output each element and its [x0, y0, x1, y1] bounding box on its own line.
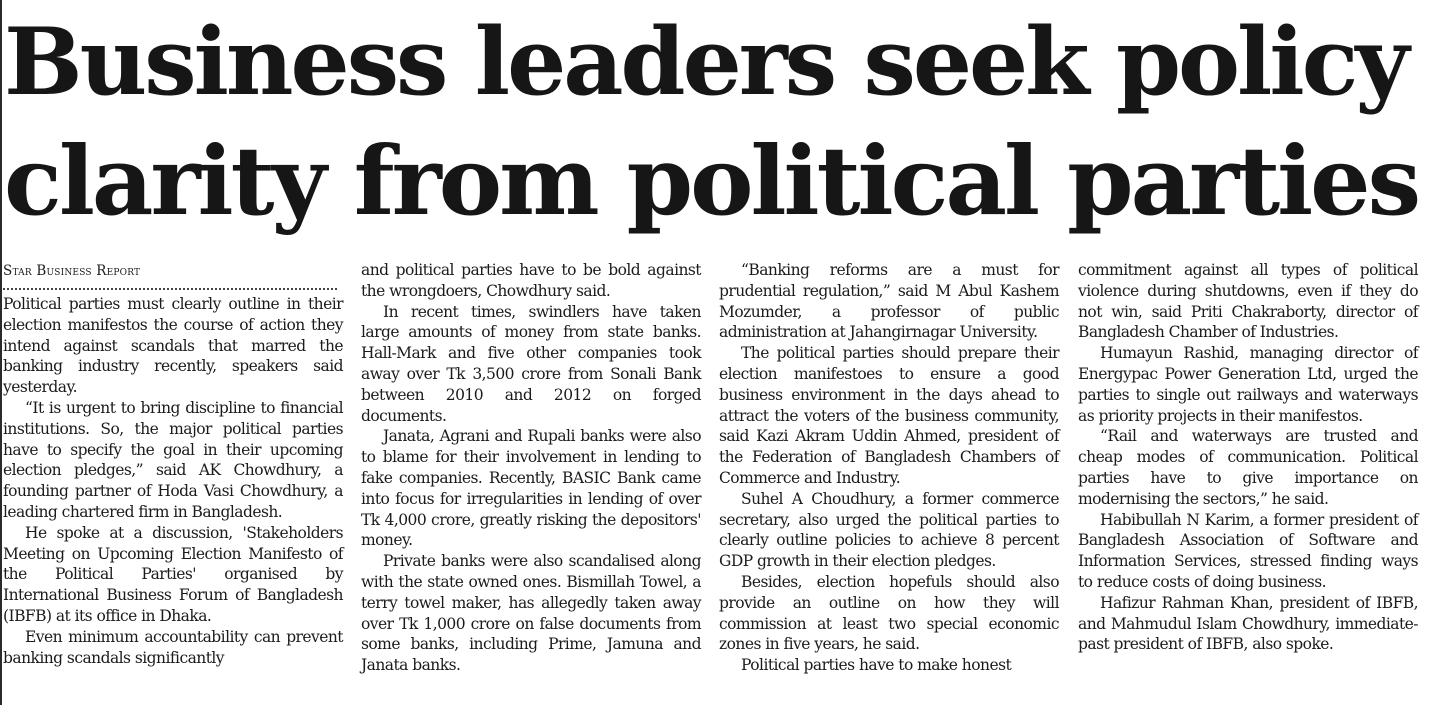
paragraph: Suhel A Choudhury, a former commerce secretary, also urged the political parties to clearly outline policies to achieve 8 percent GDP growth in their election pledges.: [719, 489, 1059, 571]
paragraph: Private banks were also scandalised along with the state owned ones. Bismillah Towel, a terry towel maker, has allegedly taken away over Tk 1,000 crore on false documents from some banks, including Prime, Jamuna and Janata banks.: [361, 552, 701, 675]
paragraph: Humayun Rashid, managing director of Energypac Power Generation Ltd, urged the parties to single out railways and waterways as priority projects in their manifestos.: [1078, 344, 1418, 425]
column-rule: [0, 0, 2, 705]
headline: [4, 2, 1424, 242]
article-column-1: [3, 260, 343, 668]
paragraph: “Rail and waterways are trusted and cheap modes of communication. Political parties have to give importance on modernising the sectors,” he said.: [1078, 427, 1418, 508]
paragraph: Besides, election hopefuls should also provide an outline on how they will commission at least two special economic zones in five years, he said.: [719, 572, 1059, 654]
paragraph: Even minimum accountability can prevent banking scandals significantly: [3, 627, 343, 667]
paragraph: Political parties have to make honest: [741, 656, 1012, 675]
article-column-4: [1078, 260, 1418, 655]
article-column-3: [719, 260, 1059, 676]
paragraph: The political parties should prepare their election manifestoes to ensure a good business environment in the days ahead to attract the voters of the business community, said Kazi Akram Uddin Ahmed, president of the Federation of Bangladesh Chambers of Commerce and Industry.: [719, 344, 1059, 487]
paragraph: commitment against all types of political violence during shutdowns, even if they do not win, said Priti Chakraborty, director of Bangladesh Chamber of Industries.: [1078, 261, 1418, 342]
paragraph: He spoke at a discussion, 'Stakeholders Meeting on Upcoming Election Manifesto of the Political Parties' organised by International Business Forum of Bangladesh (IBFB) at its office in Dhaka.: [3, 523, 343, 625]
article-body: [3, 260, 1423, 705]
paragraph: and political parties have to be bold against the wrongdoers, Chowdhury said.: [361, 261, 701, 300]
paragraph: “It is urgent to bring discipline to financial institutions. So, the major political parties have to specify the goal in their upcoming election pledges,” said AK Chowdhury, a founding partner of Hoda Vasi Chowdhury, a leading chartered firm in Bangladesh.: [3, 398, 343, 521]
headline-line-1: Business leaders seek policy: [4, 7, 1407, 116]
byline-divider: [3, 288, 337, 290]
paragraph: Hafizur Rahman Khan, president of IBFB, and Mahmudul Islam Chowdhury, immediate-past president of IBFB, also spoke.: [1078, 593, 1418, 654]
byline: Star Business Report: [3, 263, 141, 279]
paragraph: “Banking reforms are a must for prudential regulation,” said M Abul Kashem Mozumder, a professor of public administration at Jahangirnagar University.: [719, 261, 1059, 342]
article-column-2: [361, 260, 701, 676]
paragraph: In recent times, swindlers have taken large amounts of money from state banks. Hall-Mark and five other companies took away over Tk 3,500 crore from Sonali Bank between 2010 and 2012 on forged documents.: [361, 302, 701, 425]
paragraph: Janata, Agrani and Rupali banks were also to blame for their involvement in lending to fake companies. Recently, BASIC Bank came into focus for irregularities in lending of over Tk 4,000 crore, greatly risking the depositors' money.: [361, 427, 701, 550]
paragraph: Habibullah N Karim, a former president of Bangladesh Association of Software and Information Services, stressed finding ways to reduce costs of doing business.: [1078, 510, 1418, 591]
headline-line-2: clarity from political parties: [4, 126, 1419, 237]
paragraph: Political parties must clearly outline in their election manifestos the course of action they intend against scandals that marred the banking industry recently, speakers said yesterday.: [3, 295, 343, 397]
